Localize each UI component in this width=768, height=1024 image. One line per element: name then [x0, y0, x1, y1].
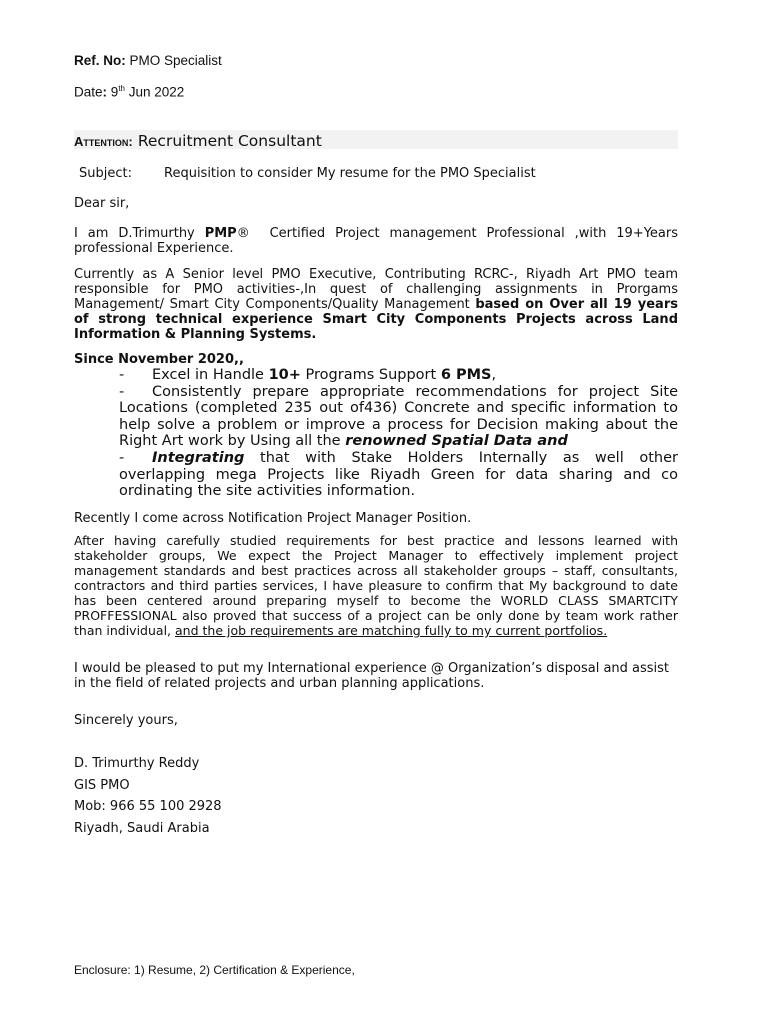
signature-location: Riyadh, Saudi Arabia — [74, 821, 210, 836]
recent-notice: Recently I come across Notification Project Manager Position. — [74, 511, 472, 526]
closing-paragraph: I would be pleased to put my International experience @ Organization’s disposal and assist in the field of related projects and urban planning applications. — [74, 661, 670, 691]
ref-line — [74, 53, 222, 68]
bullet-dash: - — [119, 449, 125, 466]
date-suffix: th — [118, 84, 125, 93]
date-label: Date — [74, 84, 103, 100]
current-role-paragraph — [74, 267, 678, 342]
requirements-paragraph — [74, 533, 678, 638]
requirements-text: After having carefully studied requirements for best practice and lessons learned with stakeholder groups, We expect the Project Manager to effectively implement project management standards and best practices across all stakeholder groups – staff, consultants, contractors and third parties services, I have pleasure to confirm that My background to date has been centered around preparing myself to become the WORLD CLASS SMARTCITY PROFFESSIONAL also proved that success of a project can be only done by team work rather than individual, — [74, 533, 678, 638]
intro-paragraph — [74, 226, 678, 256]
list-item — [119, 367, 678, 384]
signature-title: GIS PMO — [74, 778, 130, 793]
requirements-underlined: and the job requirements are matching fully to my current portfolios. — [175, 623, 608, 638]
enclosure-line: Enclosure: 1) Resume, 2) Certification & Experience, — [74, 963, 355, 977]
closing-line: Sincerely yours, — [74, 713, 178, 728]
achievement-list — [119, 367, 678, 500]
item-text: that with Stake Holders Internally as well other overlapping mega Projects like Riyadh Green for data sharing and co ordinating the site activities information. — [119, 449, 678, 500]
list-item — [119, 384, 678, 450]
attention-value: Recruitment Consultant — [137, 132, 322, 150]
intro-text-a: I am D.Trimurthy — [74, 226, 195, 241]
spatial-data-highlight: renowned Spatial Data and — [345, 433, 568, 450]
salutation: Dear sir, — [74, 196, 130, 211]
date-rest: Jun 2022 — [128, 84, 185, 100]
programs-count: 10+ — [268, 367, 301, 383]
integrating-highlight: Integrating — [152, 449, 245, 466]
item-text: Consistently prepare appropriate recommendations for project Site Locations (completed 235 out of436) Concrete and specific information to help solve a problem or improve a process for Decision making about the Right Art work by Using all the — [119, 383, 678, 450]
item-text: Excel in Handle — [152, 367, 264, 383]
since-heading: Since November 2020,, — [74, 352, 244, 367]
date-line — [74, 84, 184, 100]
item-punct: , — [491, 367, 497, 383]
registered-mark: ® — [236, 226, 250, 241]
bullet-dash: - — [119, 367, 125, 383]
subject-text: Requisition to consider My resume for the PMO Specialist — [164, 166, 536, 181]
bullet-dash: - — [119, 383, 125, 400]
intro-text-b: Certified Project management Professional ,with 19+Years professional Experience. — [74, 226, 679, 256]
pms-count: 6 PMS — [440, 367, 492, 383]
current-role-text: Currently as A Senior level PMO Executive, Contributing RCRC-, Riyadh Art PMO team responsible for PMO activities-,In quest of challenging assignments in Prorgams Management/ Smart City Components/Quality Management — [74, 267, 678, 312]
signature-mobile: Mob: 966 55 100 2928 — [74, 799, 222, 814]
attention-line — [74, 131, 322, 150]
item-text: Programs Support — [305, 367, 437, 383]
ref-value: PMO Specialist — [129, 53, 222, 68]
subject-line — [79, 166, 536, 181]
ref-label: Ref. No: — [74, 53, 126, 68]
attention-label: Attention: — [74, 134, 133, 149]
subject-label: Subject: — [79, 166, 132, 181]
list-item — [119, 450, 678, 500]
signature-name: D. Trimurthy Reddy — [74, 756, 200, 771]
pmp-credential: PMP — [204, 226, 237, 241]
experience-highlight: based on Over all 19 years of strong technical experience Smart City Components Projects across Land Information & Planning Systems. — [74, 297, 678, 342]
date-day: 9 — [110, 84, 119, 100]
date-colon: : — [102, 84, 108, 100]
